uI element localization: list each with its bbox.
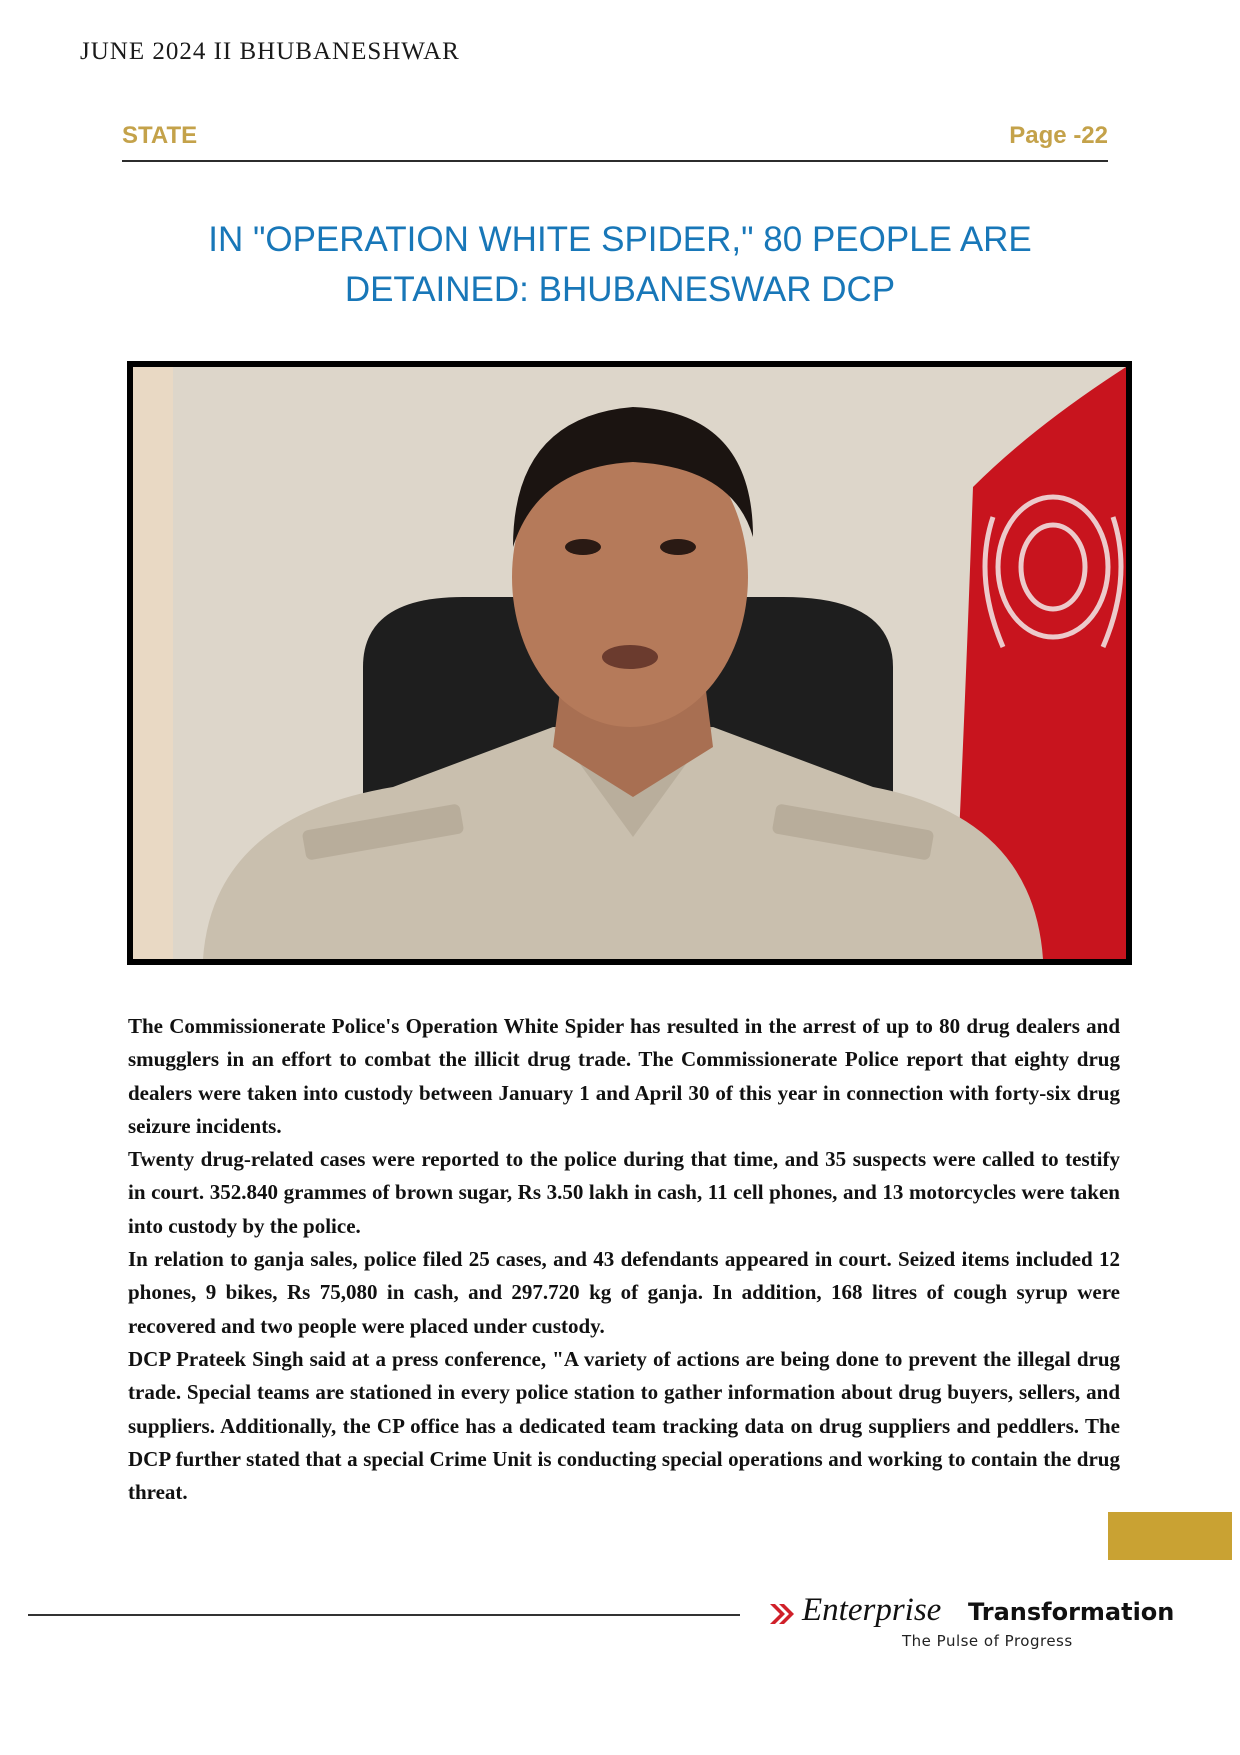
article-paragraph-3: In relation to ganja sales, police filed 25 cases, and 43 defendants appeared in court. Seized items included 12 phones, 9 bikes, Rs 75,080 in cash, and 297.720 kg of ganja. In addition, 168 litres of cough syrup were recovered and two people were placed under custody. [128,1247,1120,1338]
brand-arrow-icon [768,1600,796,1628]
article-body [128,1010,1120,1509]
headline [140,215,1100,315]
brand-word-transformation: Transformation [968,1598,1175,1626]
page-number: Page -22 [1009,122,1108,149]
dateline: JUNE 2024 II BHUBANESHWAR [80,38,460,65]
headline-line-2: DETAINED: BHUBANESWAR DCP [344,270,896,309]
portrait-illustration [133,367,1126,959]
footer-divider [28,1614,740,1616]
article-paragraph-2: Twenty drug-related cases were reported to the police during that time, and 35 suspects were called to testify in court. 352.840 grammes of brown sugar, Rs 3.50 lakh in cash, 11 cell phones, and 13 motorcycles were taken into custody by the police. [128,1147,1120,1238]
accent-block [1108,1512,1232,1560]
article-paragraph-1: The Commissionerate Police's Operation White Spider has resulted in the arrest of up to 80 drug dealers and smugglers in an effort to combat the illicit drug trade. The Commissionerate Police report that eighty drug dealers were taken into custody between January 1 and April 30 of this year in connection with forty-six drug seizure incidents. [128,1014,1120,1138]
portrait-photo [127,361,1132,965]
article-paragraph-4: DCP Prateek Singh said at a press conference, "A variety of actions are being done to prevent the illegal drug trade. Special teams are stationed in every police station to gather information about drug buyers, sellers, and suppliers. Additionally, the CP office has a dedicated team tracking data on drug suppliers and peddlers. The DCP further stated that a special Crime Unit is conducting special operations and working to contain the drug threat. [128,1346,1120,1505]
headline-line-1: IN "OPERATION WHITE SPIDER," 80 PEOPLE ARE [208,220,1032,259]
section-label: STATE [122,122,198,149]
section-header [122,122,1108,162]
brand-logo [768,1592,1208,1652]
brand-word-enterprise: Enterprise [802,1592,942,1628]
brand-tagline: The Pulse of Progress [902,1632,1073,1650]
